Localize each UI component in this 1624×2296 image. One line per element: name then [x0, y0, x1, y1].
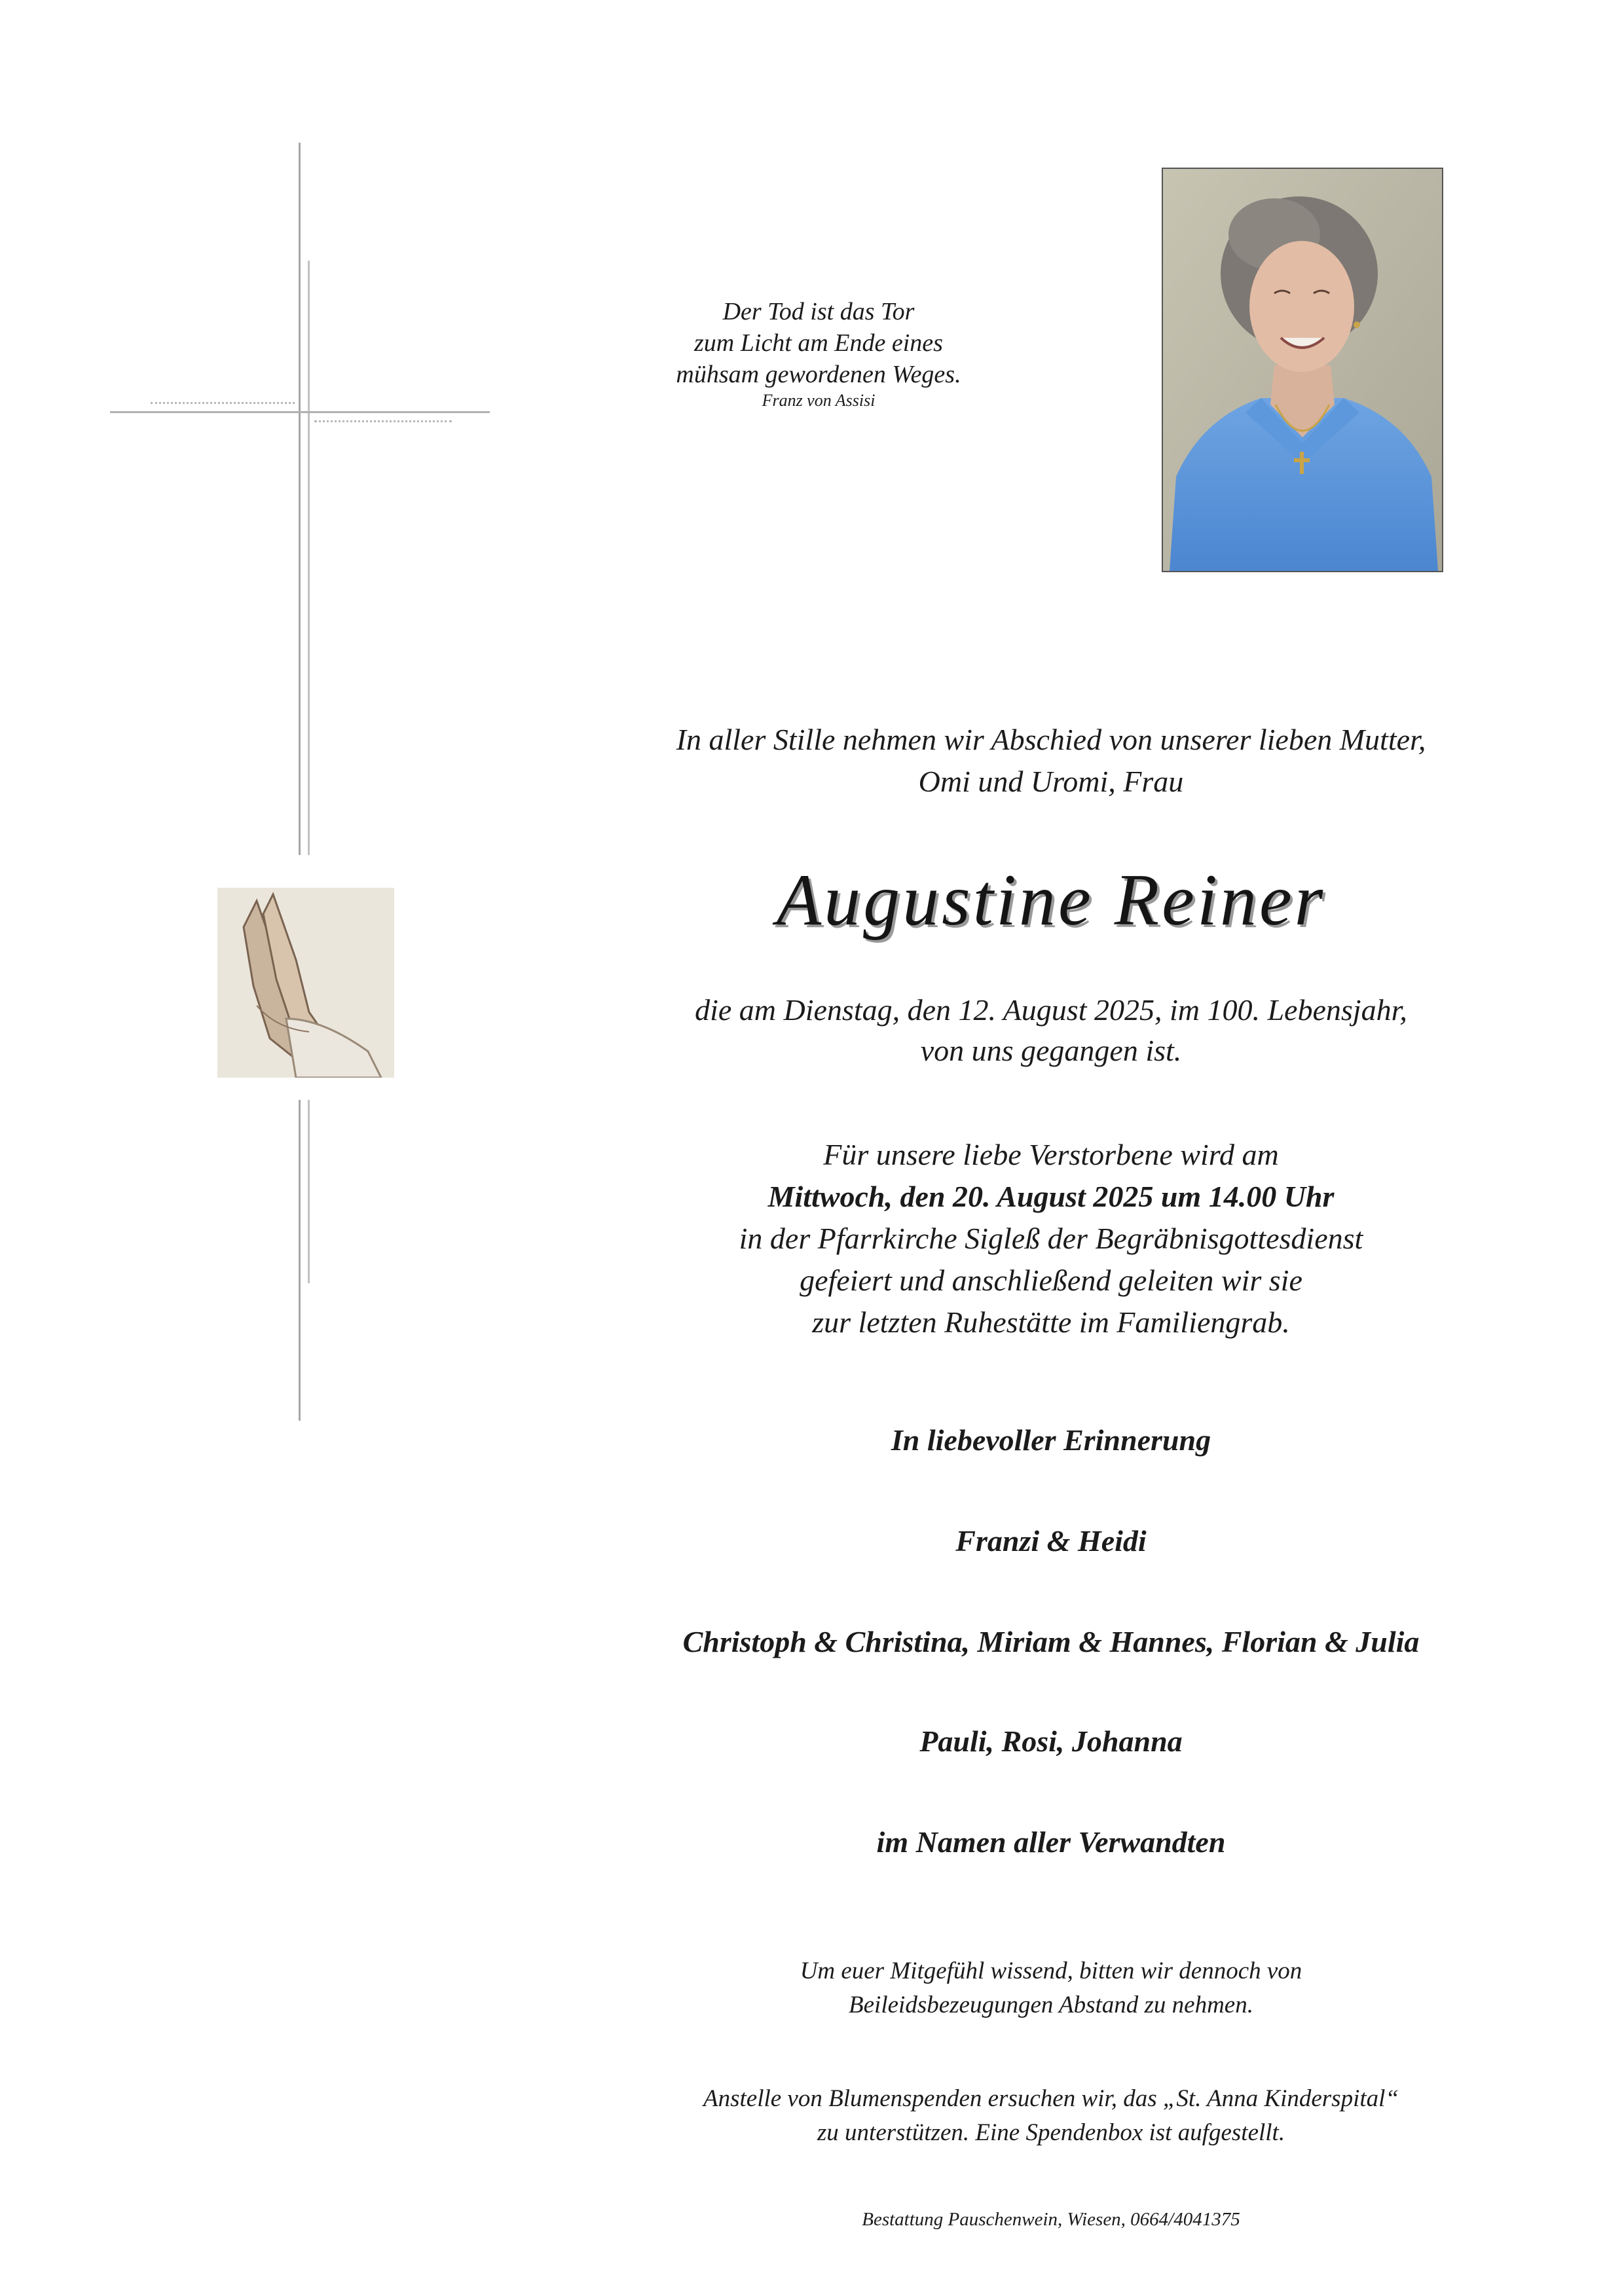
funeral-line: gefeiert und anschließend geleiten wir sie [800, 1264, 1302, 1297]
intro-line: In aller Stille nehmen wir Abschied von unserer lieben Mutter, [676, 723, 1426, 756]
portrait-illustration [1163, 169, 1442, 571]
cross-vertical-line-left [299, 143, 301, 855]
donation-note [629, 2082, 1473, 2150]
intro-line: Omi und Uromi, Frau [918, 765, 1184, 798]
donation-line: zu unterstützen. Eine Spendenbox ist aufgestellt. [817, 2119, 1285, 2146]
memory-heading: In liebevoller Erinnerung [891, 1423, 1211, 1457]
quote-line: zum Licht am Ende eines [694, 329, 943, 357]
quote-line: mühsam gewordenen Weges. [676, 361, 961, 388]
funeral-line: in der Pfarrkirche Sigleß der Begräbnisgottesdienst [739, 1222, 1363, 1255]
funeral-info [629, 1134, 1473, 1343]
death-info [629, 990, 1473, 1071]
praying-hands-illustration [217, 888, 394, 1078]
cross-horizontal-dotted-lower [314, 420, 452, 422]
praying-hands-icon [217, 888, 394, 1078]
quote-author: Franz von Assisi [762, 391, 876, 410]
footer-funeral-home: Bestattung Pauschenwein, Wiesen, 0664/4041375 [862, 2209, 1240, 2230]
death-line: die am Dienstag, den 12. August 2025, im 100. Lebensjahr, [695, 993, 1407, 1027]
condolence-line: Beileidsbezeugungen Abstand zu nehmen. [849, 1992, 1253, 2018]
portrait-photo [1162, 168, 1443, 572]
quote-block [576, 296, 1061, 411]
mourner-group: Franzi & Heidi [955, 1524, 1147, 1558]
cross-horizontal-dotted-upper [151, 402, 295, 404]
quote-line: Der Tod ist das Tor [722, 298, 915, 325]
condolence-note [629, 1954, 1473, 2022]
intro-text [629, 719, 1473, 803]
mourner-group: Pauli, Rosi, Johanna [919, 1724, 1183, 1758]
funeral-line: Für unsere liebe Verstorbene wird am [823, 1138, 1279, 1171]
donation-line: Anstelle von Blumenspenden ersuchen wir, das „St. Anna Kinderspital“ [703, 2085, 1399, 2112]
cross-vertical-line-right [308, 261, 310, 855]
mourner-group: im Namen aller Verwandten [876, 1825, 1226, 1859]
cross-vertical-line-lower-right [308, 1100, 310, 1283]
funeral-date: Mittwoch, den 20. August 2025 um 14.00 Uhr [767, 1180, 1335, 1213]
deceased-name: Augustine Reiner [776, 860, 1326, 941]
cross-horizontal-line [110, 411, 490, 413]
cross-vertical-line-lower-left [299, 1100, 301, 1421]
funeral-line: zur letzten Ruhestätte im Familiengrab. [812, 1305, 1290, 1339]
death-line: von uns gegangen ist. [920, 1034, 1182, 1067]
mourner-group: Christoph & Christina, Miriam & Hannes, Florian & Julia [682, 1625, 1420, 1658]
condolence-line: Um euer Mitgefühl wissend, bitten wir dennoch von [800, 1958, 1302, 1984]
